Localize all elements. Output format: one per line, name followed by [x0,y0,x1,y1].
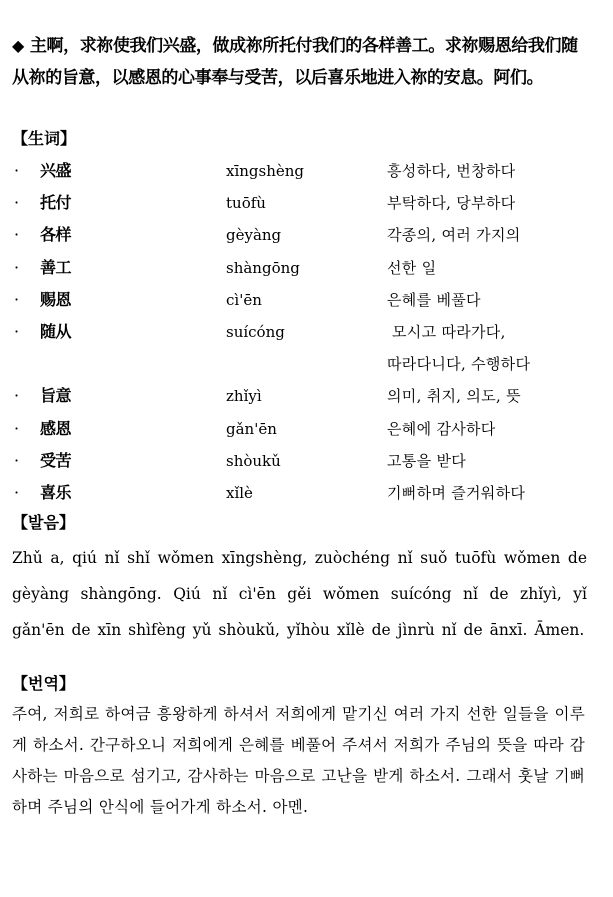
list-item [14,316,599,348]
pronunciation-paragraph: Zhǔ a, qiú nǐ shǐ wǒmen xīngshèng, zuòchéng nǐ suǒ tuōfù wǒmen de gèyàng shàngōng. Qiú nǐ cì'ēn gěi wǒmen suícóng nǐ de zhǐyì, yǐ gǎn'ēn de xīn shìfèng yǔ shòukǔ, yǐhòu xǐlè de jìnrù nǐ de ānxī. Āmen. [12,549,587,639]
diamond-bullet-icon: ◆ [12,36,24,55]
prayer-paragraph [12,30,587,94]
vocab-pinyin: xīngshèng [226,162,305,180]
list-item-continuation [14,348,599,380]
vocab-word: 随从 [40,321,72,341]
vocab-meaning: 은혜에 감사하다 [387,419,496,438]
vocab-meaning: 은혜를 베풀다 [387,290,481,309]
prayer-text: 主啊，求祢使我们兴盛，做成祢所托付我们的各样善工。求祢赐恩给我们随从祢的旨意，以感恩的心事奉与受苦，以后喜乐地进入祢的安息。阿们。 [12,36,578,88]
list-bullet: · [14,450,20,470]
vocab-word: 各样 [40,225,72,245]
list-bullet: · [14,193,20,213]
vocab-pinyin: tuōfù [226,194,266,213]
vocab-meaning: 의미, 취지, 의도, 뜻 [387,387,521,406]
vocab-word: 赐恩 [40,289,72,309]
vocab-word: 旨意 [40,386,72,406]
list-bullet: · [14,321,20,341]
vocab-word: 受苦 [40,450,72,470]
vocab-word: 兴盛 [40,161,72,180]
vocab-word: 感恩 [40,418,72,438]
vocab-meaning: 고통을 받다 [387,451,467,470]
list-bullet: · [14,418,20,438]
list-bullet: · [14,225,20,245]
vocab-pinyin: shàngōng [226,258,300,277]
list-item [14,219,599,251]
vocab-meaning-continued: 따라다니다, 수행하다 [387,355,531,374]
vocab-pinyin: gèyàng [226,226,282,245]
vocab-word: 善工 [40,257,72,277]
list-item [14,445,599,477]
vocab-pinyin: shòukǔ [226,451,281,470]
vocab-meaning: 기뻐하며 즐거워하다 [387,483,526,502]
vocab-pinyin: cì'ēn [226,290,262,309]
vocab-pinyin: xǐlè [226,483,253,502]
vocab-word: 喜乐 [40,482,72,502]
list-item [14,380,599,412]
list-item [14,155,599,187]
list-bullet: · [14,386,20,406]
list-item [14,252,599,284]
translation-section-title: 【번역】 [12,674,75,693]
vocab-meaning: 선한 일 [387,258,437,277]
list-bullet: · [14,257,20,277]
pronunciation-section-title: 【발음】 [12,513,75,532]
vocab-pinyin: gǎn'ēn [226,419,277,438]
list-item [14,284,599,316]
vocab-word: 托付 [40,193,72,213]
translation-paragraph: 주여, 저희로 하여금 흥왕하게 하셔서 저희에게 맡기신 여러 가지 선한 일들을 이루게 하소서. 간구하오니 저희에게 은혜를 베풀어 주셔서 저희가 주님의 뜻을 따라 감사하는 마음으로 섬기고, 감사하는 마음으로 고난을 받게 하소서. 그래서 훗날 기뻐하며 주님의 안식에 들어가게 하소서. 아멘. [12,705,585,816]
list-bullet: · [14,482,20,502]
list-item [14,413,599,445]
list-bullet: · [14,289,20,309]
vocab-pinyin: suícóng [226,322,285,341]
vocab-meaning: 흥성하다, 번창하다 [387,162,516,180]
vocab-section-title: 【生词】 [12,129,77,148]
list-item [14,477,599,509]
vocab-meaning: 부탁하다, 당부하다 [387,194,516,213]
vocab-meaning: 각종의, 여러 가지의 [387,226,521,245]
vocab-list [14,155,599,509]
list-bullet: · [14,161,20,180]
list-item [14,187,599,219]
vocab-pinyin: zhǐyì [226,387,262,406]
vocab-meaning: 모시고 따라가다, [392,322,506,341]
